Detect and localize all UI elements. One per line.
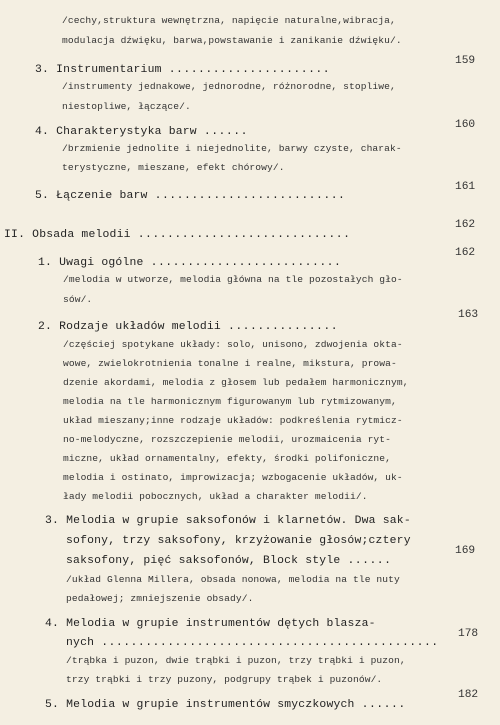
entry-desc-line: sów/. <box>63 294 93 305</box>
leader-dots: ...................... <box>168 64 331 76</box>
leader-dots: .......................... <box>150 257 342 269</box>
leader-dots: ...... <box>203 126 248 138</box>
entry-desc-line: /trąbka i puzon, dwie trąbki i puzon, trzy trąbki i puzon, <box>66 655 406 666</box>
entry-desc-line: pedałowej; zmniejszenie obsady/. <box>66 593 254 604</box>
entry-title-line: nych <box>66 637 95 649</box>
entry-title-line: saksofony, pięć saksofonów, Block style <box>66 555 341 567</box>
entry-title: Instrumentarium <box>56 64 162 76</box>
toc-entry-charakterystyka-barw <box>35 126 248 138</box>
page-number: 162 <box>455 219 476 231</box>
entry-number: 3. <box>35 64 50 76</box>
entry-desc-line: terystyczne, mieszane, efekt chórowy/. <box>62 162 285 173</box>
leader-dots: ............................. <box>137 229 351 241</box>
entry-title-line: sofony, trzy saksofony, krzyżowanie głosów;cztery <box>66 535 411 547</box>
entry-title: Charakterystyka barw <box>56 126 197 138</box>
entry-desc-line: miczne, układ ornamentalny, efekty, środki polifoniczne, <box>63 453 392 464</box>
entry-desc-line: układ mieszany;inne rodzaje układów: podkreślenia rytmicz- <box>63 415 403 426</box>
toc-entry-instrumentarium <box>35 64 330 76</box>
entry-number: 3. <box>45 515 60 527</box>
toc-entry-blaszane <box>45 618 376 630</box>
leader-dots: ...... <box>347 555 392 567</box>
entry-number: 1. <box>38 257 53 269</box>
leader-dots: .......................... <box>154 190 346 202</box>
entry-title: Uwagi ogólne <box>59 257 144 269</box>
leader-dots: ...... <box>361 699 406 711</box>
leader-dots: ............... <box>228 321 339 333</box>
page-number: 182 <box>458 689 479 701</box>
toc-entry-uwagi-ogolne <box>38 257 341 269</box>
page-number: 159 <box>455 55 476 67</box>
entry-title-line: Melodia w grupie saksofonów i klarnetów. Dwa sak- <box>66 515 411 527</box>
page-number: 169 <box>455 545 476 557</box>
entry-desc-line: melodia na tle harmonicznym figurowanym lub rytmizowanym, <box>63 396 397 407</box>
entry-desc-line: melodia i ostinato, improwizacja; wzbogacenie układów, uk- <box>63 472 403 483</box>
page-number: 163 <box>458 309 479 321</box>
entry-title: Melodia w grupie instrumentów smyczkowych <box>66 699 355 711</box>
entry-number: 2. <box>38 321 53 333</box>
s1-desc-line: /cechy,struktura wewnętrzna, napięcie naturalne,wibracja, <box>62 15 396 26</box>
toc-entry-smyczkowe <box>45 699 406 711</box>
entry-title-line: Melodia w grupie instrumentów dętych blasza- <box>66 618 376 630</box>
entry-desc-line: dzenie akordami, melodia z głosem lub pedałem harmonicznym, <box>63 377 409 388</box>
toc-entry-blaszane-cont <box>66 637 439 649</box>
entry-desc-line: /układ Glenna Millera, obsada nonowa, melodia na tle nuty <box>66 574 400 585</box>
entry-desc-line: /melodia w utworze, melodia główna na tle pozostałych gło- <box>63 274 403 285</box>
entry-desc-line: łady melodii pobocznych, układ a charakter melodii/. <box>63 491 368 502</box>
entry-number: 4. <box>45 618 60 630</box>
entry-desc-line: wowe, zwielokrotnienia tonalne i realne, mikstura, prowa- <box>63 358 397 369</box>
page-number: 161 <box>455 181 476 193</box>
entry-desc-line: niestopliwe, łączące/. <box>62 101 191 112</box>
entry-desc-line: /brzmienie jednolite i niejednolite, barwy czyste, charak- <box>62 143 402 154</box>
entry-number: 4. <box>35 126 50 138</box>
page-number: 162 <box>455 247 476 259</box>
leader-dots: .............................................. <box>101 637 439 649</box>
entry-title: Rodzaje układów melodii <box>59 321 221 333</box>
chapter-title: Obsada melodii <box>32 229 131 241</box>
entry-title: Łączenie barw <box>56 190 148 202</box>
toc-chapter-obsada-melodii <box>4 229 350 241</box>
entry-desc-line: trzy trąbki i trzy puzony, podgrupy trąbek i puzonów/. <box>66 674 383 685</box>
chapter-number: II. <box>4 229 26 241</box>
toc-entry-saksofony <box>45 515 411 527</box>
toc-entry-laczenie-barw <box>35 190 345 202</box>
entry-desc-line: no-melodyczne, rozszczepienie melodii, urozmaicenia ryt- <box>63 434 392 445</box>
entry-desc-line: /częściej spotykane układy: solo, unisono, zdwojenia okta- <box>63 339 403 350</box>
entry-number: 5. <box>45 699 60 711</box>
s1-desc-line: modulacja dźwięku, barwa,powstawanie i zanikanie dźwięku/. <box>62 35 402 46</box>
page-number: 160 <box>455 119 476 131</box>
entry-number: 5. <box>35 190 50 202</box>
toc-entry-saksofony-cont <box>66 555 391 567</box>
page-number: 178 <box>458 628 479 640</box>
toc-entry-rodzaje-ukladow <box>38 321 338 333</box>
entry-desc-line: /instrumenty jednakowe, jednorodne, różnorodne, stopliwe, <box>62 81 396 92</box>
